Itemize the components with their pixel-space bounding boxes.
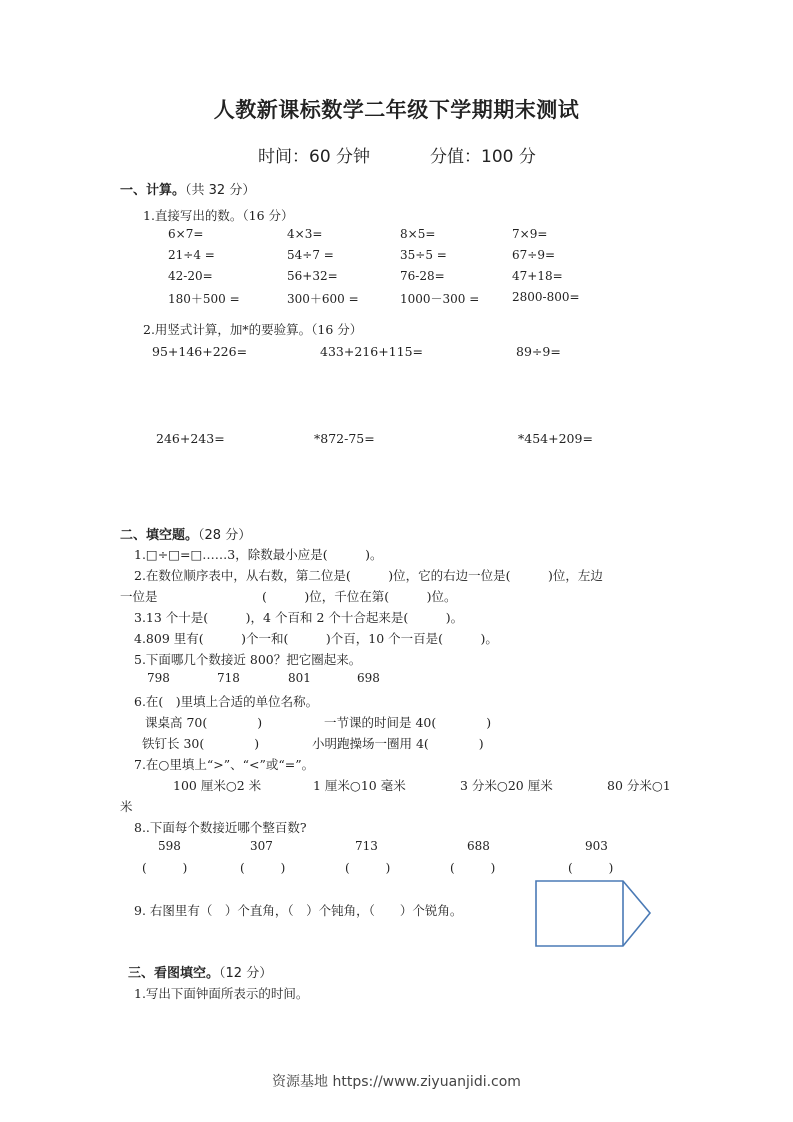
q8-number: 598 xyxy=(158,839,181,853)
mental-math-item: 6×7= xyxy=(168,227,204,241)
exam-score: 分值：100 分 xyxy=(430,147,536,167)
vertical-calc-item: *454+209= xyxy=(518,431,593,446)
fill-q1: 1.□÷□=□……3，除数最小应是( )。 xyxy=(134,547,383,562)
section-2-title: 二、填空题。 xyxy=(120,528,199,543)
q5-number: 801 xyxy=(288,671,311,685)
q7-item: 3 分米○20 厘米 xyxy=(460,778,553,793)
fill-q3: 3.13 个十是( )，4 个百和 2 个十合起来是( )。 xyxy=(134,610,464,625)
mental-math-item: 21÷4 = xyxy=(168,248,215,262)
vertical-calc-item: 246+243= xyxy=(156,431,225,446)
section-1-title: 一、计算。 xyxy=(120,183,186,198)
picture-q1: 1.写出下面钟面所表示的时间。 xyxy=(134,986,309,1001)
vertical-calc-item: *872-75= xyxy=(314,431,375,446)
pentagon-figure xyxy=(530,875,656,953)
q6-item: 铁钉长 30( ) xyxy=(142,736,260,751)
q5-number: 798 xyxy=(147,671,170,685)
q1-label: 1.直接写出的数。（16 分） xyxy=(143,208,294,223)
mental-math-item: 1000－300 = xyxy=(400,292,480,306)
vertical-calc-item: 433+216+115= xyxy=(320,344,423,359)
exam-time: 时间：60 分钟 xyxy=(258,147,371,167)
q7-item: 80 分米○1 xyxy=(607,778,671,793)
q7-item: 100 厘米○2 米 xyxy=(173,778,262,793)
q8-blank: ( ) xyxy=(142,861,188,875)
fill-q4: 4.809 里有( )个一和( )个百，10 个一百是( )。 xyxy=(134,631,498,646)
mental-math-item: 56+32= xyxy=(287,269,338,283)
section-3-note: （12 分） xyxy=(219,966,273,981)
q8-blank: ( ) xyxy=(240,861,286,875)
mental-math-item: 42-20= xyxy=(168,269,213,283)
mental-math-item: 76-28= xyxy=(400,269,445,283)
fill-q6: 6.在( )里填上合适的单位名称。 xyxy=(134,694,319,709)
vertical-calc-item: 95+146+226= xyxy=(152,344,248,359)
fill-q5: 5.下面哪几个数接近 800？把它圈起来。 xyxy=(134,652,362,667)
q8-blank: ( ) xyxy=(568,861,614,875)
fill-q2-line2-start: 一位是 xyxy=(120,589,158,604)
q6-item: 小明跑操场一圈用 4( ) xyxy=(312,736,484,751)
mental-math-item: 180＋500 = xyxy=(168,292,240,306)
section-2-note: （28 分） xyxy=(198,528,252,543)
mental-math-item: 67÷9= xyxy=(512,248,556,262)
footer-source: 资源基地 https://www.ziyuanjidi.com xyxy=(272,1074,521,1090)
fill-q2-line2-end: ( )位，千位在第( )位。 xyxy=(262,589,457,604)
mental-math-item: 35÷5 = xyxy=(400,248,447,262)
q8-number: 903 xyxy=(585,839,608,853)
page-title: 人教新课标数学二年级下学期期末测试 xyxy=(213,98,580,122)
q2-label: 2.用竖式计算，加*的要验算。（16 分） xyxy=(143,322,363,337)
section-1-note: （共 32 分） xyxy=(185,183,256,198)
section-2-heading xyxy=(120,524,251,543)
mental-math-item: 47+18= xyxy=(512,269,563,283)
mental-math-item: 8×5= xyxy=(400,227,436,241)
q8-blank: ( ) xyxy=(345,861,391,875)
mental-math-item: 2800-800= xyxy=(512,290,580,304)
mental-math-item: 7×9= xyxy=(512,227,548,241)
q7-item: 1 厘米○10 毫米 xyxy=(313,778,406,793)
q6-item: 一节课的时间是 40( ) xyxy=(324,715,492,730)
q8-blank: ( ) xyxy=(450,861,496,875)
section-3-title: 三、看图填空。 xyxy=(128,966,220,981)
mental-math-item: 54÷7 = xyxy=(287,248,334,262)
section-3-heading xyxy=(128,962,272,981)
section-1-heading xyxy=(120,179,255,198)
q8-number: 307 xyxy=(250,839,273,853)
q8-number: 713 xyxy=(355,839,378,853)
pentagon-shape xyxy=(536,881,650,946)
q8-number: 688 xyxy=(467,839,490,853)
q6-item: 课桌高 70( ) xyxy=(145,715,263,730)
q5-number: 698 xyxy=(357,671,380,685)
vertical-calc-item: 89÷9= xyxy=(516,344,561,359)
q7-tail: 米 xyxy=(120,799,133,814)
fill-q7: 7.在○里填上“>”、“<”或“=”。 xyxy=(134,757,315,772)
fill-q9: 9. 右图里有（ ）个直角，（ ）个钝角，（ ）个锐角。 xyxy=(134,903,463,918)
fill-q8: 8..下面每个数接近哪个整百数? xyxy=(134,820,307,835)
q5-number: 718 xyxy=(217,671,240,685)
mental-math-item: 300＋600 = xyxy=(287,292,359,306)
mental-math-item: 4×3= xyxy=(287,227,323,241)
fill-q2-line1: 2.在数位顺序表中，从右数，第二位是( )位，它的右边一位是( )位，左边 xyxy=(134,568,603,583)
